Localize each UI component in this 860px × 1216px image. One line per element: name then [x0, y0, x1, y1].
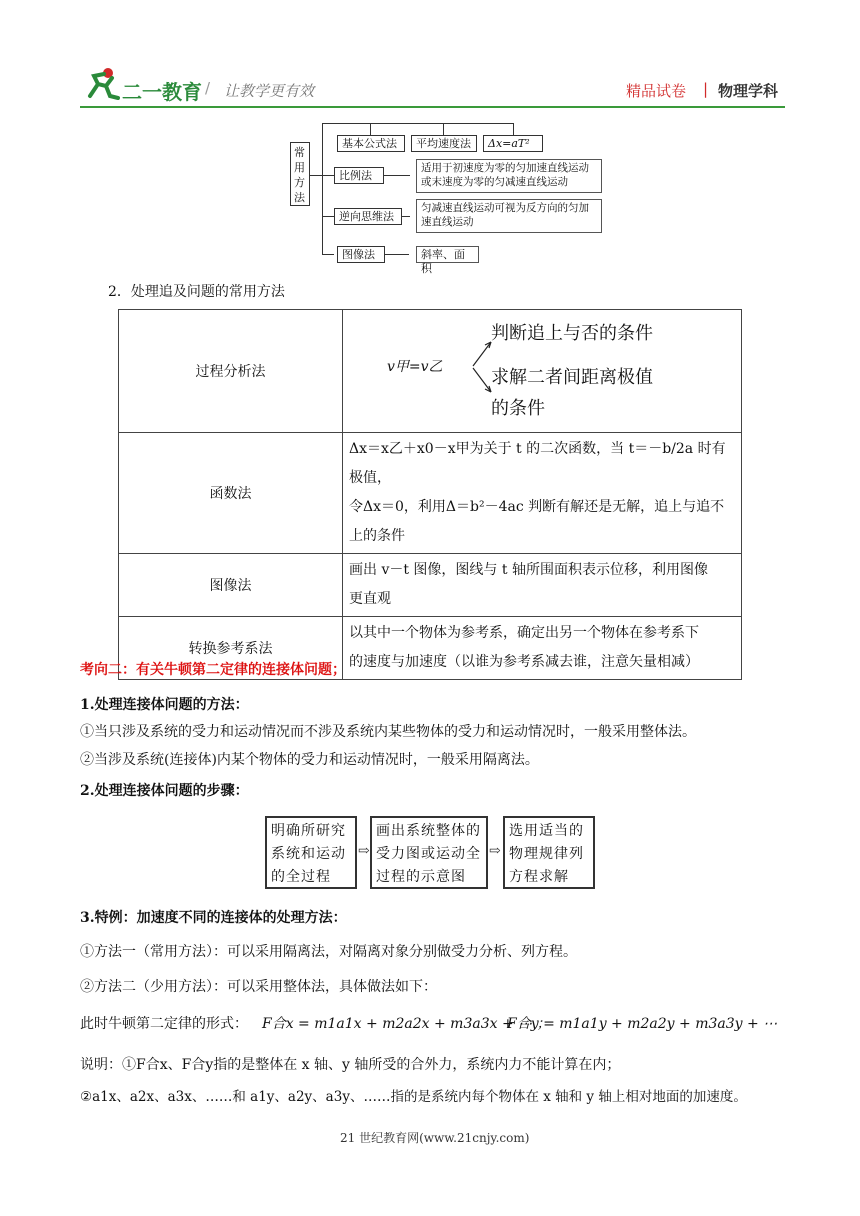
function-cell: Δx＝x乙＋x0－x甲为关于 t 的二次函数，当 t＝－b/2a 时有极值， 令Δx＝0，利用Δ＝b²－4ac 判断有解还是无解，追上与追不 上的条件 — [343, 433, 742, 554]
chase-methods-table — [118, 309, 742, 680]
table-row — [119, 554, 742, 617]
method-average-velocity: 平均速度法 — [411, 135, 477, 152]
method-1: ①当只涉及系统的受力和运动情况而不涉及系统内某些物体的受力和运动情况时，一般采用整体法。 — [80, 724, 696, 740]
method-reverse-thinking: 逆向思维法 — [334, 208, 402, 225]
newton-fy: F合y = m1a1y + m2a2y + m3a3y + ⋯ — [507, 1016, 778, 1032]
branch-1-text: 判断追上与否的条件 — [491, 323, 653, 344]
branch-2-text-a: 求解二者间距离极值 — [491, 367, 653, 388]
header-rule — [80, 106, 785, 108]
method-cell: 图像法 — [119, 554, 343, 617]
diagram-root: 常用方法 — [290, 142, 310, 206]
header-slogan: 让教学更有效 — [224, 82, 315, 100]
tag-quality: 精品试卷 — [626, 82, 687, 100]
step-3-box: 选用适当的 物理规律列 方程求解 — [503, 816, 595, 889]
graph-note: 斜率、面积 — [416, 246, 479, 263]
special-2: ②方法二（少用方法）：可以采用整体法，具体做法如下： — [80, 979, 437, 995]
method-2: ②当涉及系统(连接体)内某个物体的受力和运动情况时，一般采用隔离法。 — [80, 752, 539, 768]
reverse-note: 匀减速直线运动可视为反方向的匀加 速直线运动 — [416, 199, 602, 233]
step-1-box: 明确所研究 系统和运动 的全过程 — [265, 816, 357, 889]
method-basic-formula: 基本公式法 — [337, 135, 405, 152]
graph-cell: 画出 v－t 图像，图线与 t 轴所围面积表示位移，利用图像 更直观 — [343, 554, 742, 617]
arrow-right-icon: ⇨ — [358, 843, 370, 859]
method-ratio: 比例法 — [334, 167, 384, 184]
table-row — [119, 310, 742, 433]
ratio-note: 适用于初速度为零的匀加速直线运动 或末速度为零的匀减速直线运动 — [416, 159, 602, 193]
table-row — [119, 433, 742, 554]
method-title: 1.处理连接体问题的方法： — [80, 697, 249, 713]
special-1: ①方法一（常用方法）：可以采用隔离法，对隔离对象分别做受力分析、列方程。 — [80, 944, 577, 960]
tag-divider: | — [703, 80, 709, 98]
topic-2-heading: 考向二：有关牛顿第二定律的连接体问题； — [80, 662, 346, 678]
arrow-right-icon: ⇨ — [489, 843, 501, 859]
note-1: 说明：①F合x、F合y指的是整体在 x 轴、y 轴所受的合外力，系统内力不能计算在内； — [80, 1057, 621, 1073]
steps-title: 2.处理连接体问题的步骤： — [80, 783, 249, 799]
method-cell: 函数法 — [119, 433, 343, 554]
reference-frame-cell: 以其中一个物体为参考系，确定出另一个物体在参考系下 的速度与加速度（以谁为参考系减去谁，注意矢量相减） — [343, 617, 742, 680]
note-2: ②a1x、a2x、a3x、……和 a1y、a2y、a3y、……指的是系统内每个物体在 x 轴和 y 轴上相对地面的加速度。 — [80, 1089, 747, 1105]
method-cell: 过程分析法 — [119, 310, 343, 433]
method-delta-x: Δx=aT² — [483, 135, 543, 152]
header — [0, 0, 860, 110]
header-separator: / — [205, 79, 211, 97]
method-cell: 转换参考系法 — [119, 617, 343, 680]
process-cell — [343, 310, 742, 433]
methods-diagram — [0, 115, 860, 275]
newton-label: 此时牛顿第二定律的形式： — [80, 1016, 248, 1032]
branch-2-text-b: 的条件 — [491, 398, 545, 419]
runner-logo-icon — [82, 66, 122, 102]
condition-text: v甲=v乙 — [387, 359, 443, 375]
special-title: 3.特例：加速度不同的连接体的处理方法： — [80, 910, 347, 926]
logo-text: 二一教育 — [122, 80, 202, 104]
section-2-title: 2．处理追及问题的常用方法 — [108, 284, 285, 300]
method-graph: 图像法 — [337, 246, 385, 263]
step-2-box: 画出系统整体的 受力图或运动全 过程的示意图 — [370, 816, 488, 889]
footer: 21 世纪教育网(www.21cnjy.com) — [340, 1131, 530, 1145]
newton-fx: F合x = m1a1x + m2a2x + m3a3x + ⋯ ； — [262, 1016, 551, 1032]
tag-subject: 物理学科 — [718, 82, 779, 100]
